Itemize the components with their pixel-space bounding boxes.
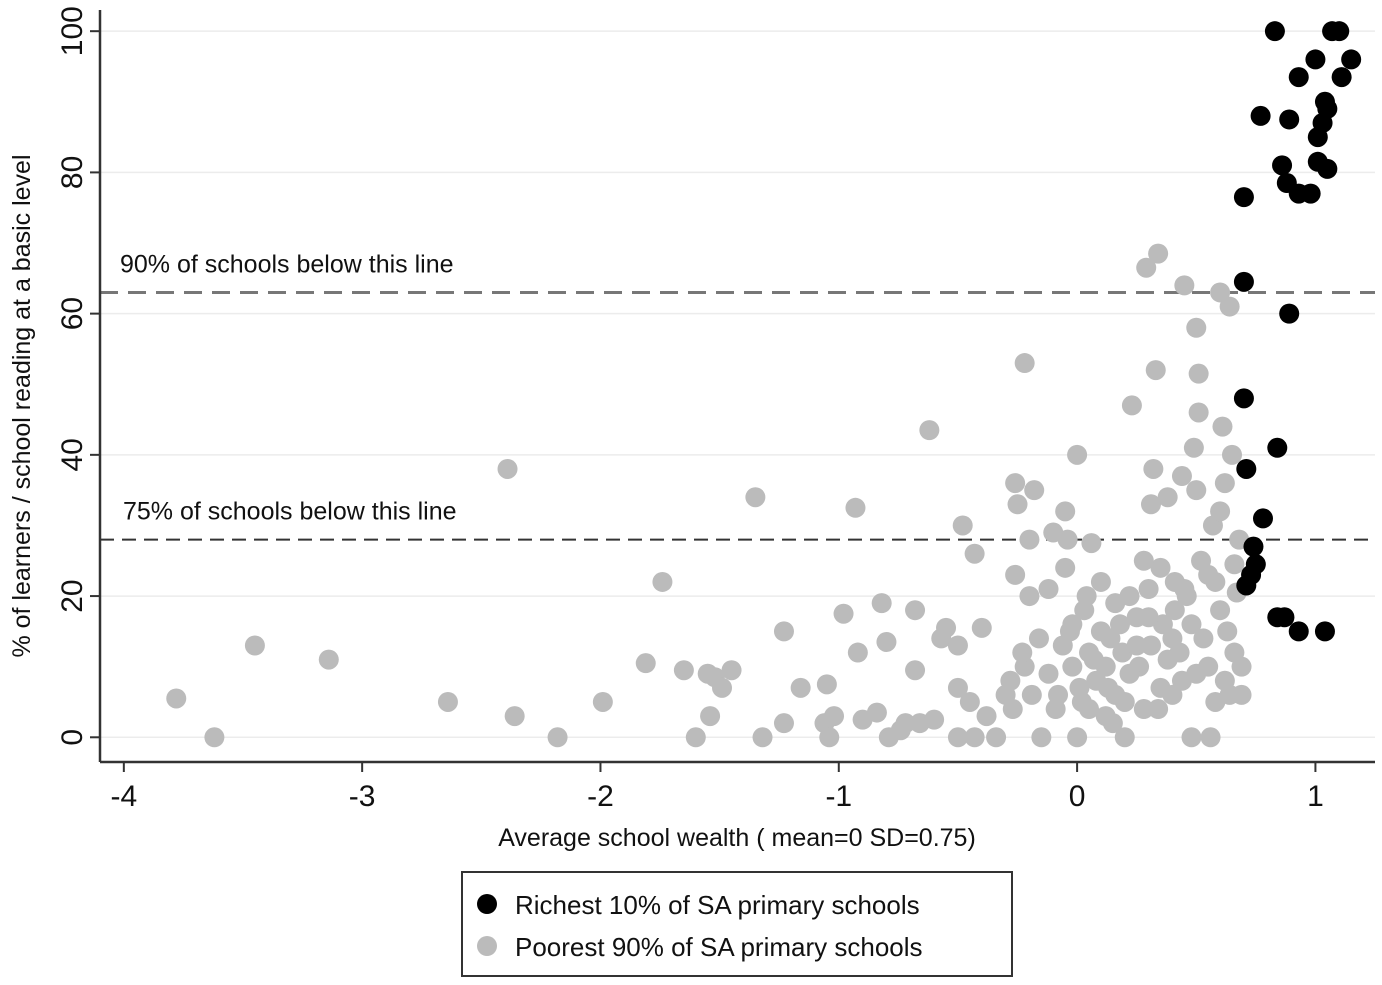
point-poorest xyxy=(1217,621,1237,641)
point-poorest xyxy=(700,706,720,726)
point-richest xyxy=(1305,49,1325,69)
point-poorest xyxy=(1008,494,1028,514)
point-poorest xyxy=(1091,621,1111,641)
legend xyxy=(462,872,1012,976)
point-poorest xyxy=(1122,395,1142,415)
y-tick-label: 40 xyxy=(56,438,89,472)
x-tick-label: 0 xyxy=(1068,780,1086,813)
point-richest xyxy=(1329,21,1349,41)
point-richest xyxy=(1253,508,1273,528)
point-poorest xyxy=(636,653,656,673)
point-poorest xyxy=(319,650,339,670)
point-poorest xyxy=(1181,727,1201,747)
y-tick-label: 20 xyxy=(56,579,89,613)
y-tick-label: 0 xyxy=(56,728,89,746)
point-poorest xyxy=(1184,438,1204,458)
point-poorest xyxy=(924,710,944,730)
point-richest xyxy=(1265,21,1285,41)
point-poorest xyxy=(824,706,844,726)
point-poorest xyxy=(1103,713,1123,733)
point-poorest xyxy=(1212,417,1232,437)
point-poorest xyxy=(848,643,868,663)
point-poorest xyxy=(1222,445,1242,465)
x-axis-title: Average school wealth ( mean=0 SD=0.75) xyxy=(498,824,976,852)
point-poorest xyxy=(876,632,896,652)
point-poorest xyxy=(245,635,265,655)
point-richest xyxy=(1267,438,1287,458)
point-richest xyxy=(1251,106,1271,126)
point-poorest xyxy=(1134,551,1154,571)
point-poorest xyxy=(1189,364,1209,384)
point-poorest xyxy=(953,515,973,535)
x-tick-label: -2 xyxy=(587,780,614,813)
point-richest xyxy=(1234,272,1254,292)
legend-label-poorest: Poorest 90% of SA primary schools xyxy=(515,932,923,962)
point-poorest xyxy=(1039,579,1059,599)
point-poorest xyxy=(1148,699,1168,719)
point-poorest xyxy=(1058,530,1078,550)
point-poorest xyxy=(753,727,773,747)
point-poorest xyxy=(1139,607,1159,627)
point-poorest xyxy=(1210,600,1230,620)
point-poorest xyxy=(977,706,997,726)
point-poorest xyxy=(1024,480,1044,500)
point-poorest xyxy=(1191,551,1211,571)
point-poorest xyxy=(872,593,892,613)
point-poorest xyxy=(1012,643,1032,663)
point-poorest xyxy=(1139,579,1159,599)
point-poorest xyxy=(1055,558,1075,578)
point-poorest xyxy=(1210,501,1230,521)
point-poorest xyxy=(1096,657,1116,677)
point-poorest xyxy=(1005,473,1025,493)
point-poorest xyxy=(919,420,939,440)
legend-marker-poorest xyxy=(477,936,497,956)
point-richest xyxy=(1289,621,1309,641)
point-poorest xyxy=(1022,685,1042,705)
point-poorest xyxy=(712,678,732,698)
point-poorest xyxy=(1079,699,1099,719)
point-poorest xyxy=(1205,572,1225,592)
point-poorest xyxy=(1019,586,1039,606)
point-poorest xyxy=(1186,664,1206,684)
point-poorest xyxy=(965,727,985,747)
point-poorest xyxy=(965,544,985,564)
y-axis-title: % of learners / school reading at a basic level xyxy=(8,154,36,658)
reference-line-label: 75% of schools below this line xyxy=(123,497,457,526)
point-poorest xyxy=(1224,554,1244,574)
point-richest xyxy=(1236,459,1256,479)
point-poorest xyxy=(722,660,742,680)
point-poorest xyxy=(674,660,694,680)
point-poorest xyxy=(1162,628,1182,648)
x-tick-label: 1 xyxy=(1307,780,1324,813)
point-richest xyxy=(1341,49,1361,69)
point-poorest xyxy=(1105,593,1125,613)
point-poorest xyxy=(1181,614,1201,634)
legend-marker-richest xyxy=(477,894,497,914)
point-poorest xyxy=(867,703,887,723)
point-poorest xyxy=(1067,727,1087,747)
y-tick-label: 60 xyxy=(56,296,89,331)
point-poorest xyxy=(1062,614,1082,634)
point-poorest xyxy=(791,678,811,698)
point-richest xyxy=(1332,67,1352,87)
point-poorest xyxy=(1003,699,1023,719)
point-poorest xyxy=(1165,600,1185,620)
point-poorest xyxy=(1031,727,1051,747)
point-poorest xyxy=(1000,671,1020,691)
point-poorest xyxy=(1029,628,1049,648)
point-poorest xyxy=(774,621,794,641)
point-poorest xyxy=(1220,685,1240,705)
point-poorest xyxy=(1186,480,1206,500)
point-poorest xyxy=(1091,572,1111,592)
point-poorest xyxy=(905,600,925,620)
point-poorest xyxy=(1039,664,1059,684)
point-poorest xyxy=(1148,244,1168,264)
point-poorest xyxy=(1215,473,1235,493)
point-richest xyxy=(1289,67,1309,87)
y-tick-label: 100 xyxy=(56,6,89,57)
x-tick-label: -1 xyxy=(825,780,853,813)
point-poorest xyxy=(986,727,1006,747)
point-richest xyxy=(1243,537,1263,557)
point-poorest xyxy=(438,692,458,712)
point-richest xyxy=(1234,187,1254,207)
point-poorest xyxy=(686,727,706,747)
point-poorest xyxy=(936,618,956,638)
point-poorest xyxy=(1098,678,1118,698)
point-richest xyxy=(1317,159,1337,179)
point-poorest xyxy=(1151,678,1171,698)
point-poorest xyxy=(1201,727,1221,747)
point-poorest xyxy=(1115,692,1135,712)
point-poorest xyxy=(1077,586,1097,606)
point-poorest xyxy=(204,727,224,747)
point-poorest xyxy=(1081,533,1101,553)
point-richest xyxy=(1234,388,1254,408)
point-richest xyxy=(1301,184,1321,204)
point-poorest xyxy=(652,572,672,592)
reference-line-label: 90% of schools below this line xyxy=(120,250,454,279)
point-richest xyxy=(1272,155,1292,175)
point-poorest xyxy=(1174,275,1194,295)
point-poorest xyxy=(498,459,518,479)
point-poorest xyxy=(1067,445,1087,465)
point-richest xyxy=(1279,109,1299,129)
point-poorest xyxy=(1019,530,1039,550)
point-poorest xyxy=(745,487,765,507)
point-poorest xyxy=(1069,678,1089,698)
point-poorest xyxy=(1186,318,1206,338)
point-poorest xyxy=(1053,635,1073,655)
x-tick-label: -3 xyxy=(348,780,376,813)
point-poorest xyxy=(817,674,837,694)
point-poorest xyxy=(819,727,839,747)
point-poorest xyxy=(1120,664,1140,684)
point-poorest xyxy=(1158,487,1178,507)
x-tick-label: -4 xyxy=(110,780,138,813)
point-poorest xyxy=(1062,657,1082,677)
point-poorest xyxy=(1172,466,1192,486)
point-poorest xyxy=(972,618,992,638)
point-richest xyxy=(1315,621,1335,641)
legend-label-richest: Richest 10% of SA primary schools xyxy=(515,890,920,920)
point-poorest xyxy=(1046,699,1066,719)
point-richest xyxy=(1279,304,1299,324)
point-poorest xyxy=(1189,402,1209,422)
point-richest xyxy=(1274,607,1294,627)
point-poorest xyxy=(774,713,794,733)
point-poorest xyxy=(1174,579,1194,599)
point-poorest xyxy=(1055,501,1075,521)
point-poorest xyxy=(1220,297,1240,317)
point-poorest xyxy=(505,706,525,726)
point-poorest xyxy=(548,727,568,747)
y-tick-label: 80 xyxy=(56,155,89,190)
point-richest xyxy=(1236,575,1256,595)
point-poorest xyxy=(593,692,613,712)
point-poorest xyxy=(905,660,925,680)
point-poorest xyxy=(1224,643,1244,663)
point-poorest xyxy=(1005,565,1025,585)
point-poorest xyxy=(1127,635,1147,655)
point-poorest xyxy=(1143,459,1163,479)
point-poorest xyxy=(166,688,186,708)
point-poorest xyxy=(1146,360,1166,380)
point-poorest xyxy=(834,604,854,624)
point-poorest xyxy=(1158,650,1178,670)
point-poorest xyxy=(948,635,968,655)
point-poorest xyxy=(845,498,865,518)
point-poorest xyxy=(960,692,980,712)
point-poorest xyxy=(1015,353,1035,373)
point-richest xyxy=(1308,127,1328,147)
